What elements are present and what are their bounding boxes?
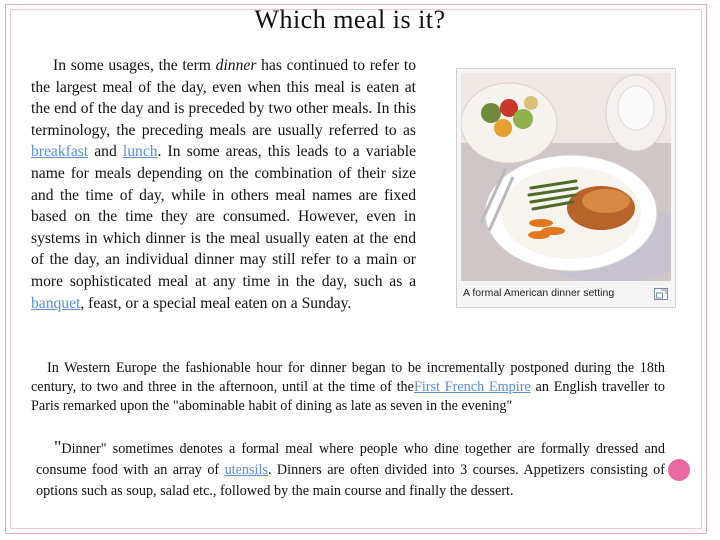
para3-quote-open: " [54,437,62,457]
link-lunch[interactable]: lunch [122,143,158,161]
para1-dinner-italic: dinner [215,57,257,74]
figure-box [456,68,676,308]
para1-text-2: has continued to refer to the largest meal of the day, even when this meal is eaten at the end of the day and is preceded by two other meals. In this terminology, the preceding meals are usually referred to as [31,57,417,139]
figure-caption: A formal American dinner setting [463,287,615,299]
para3-text-1: Dinner" sometimes denotes a formal meal where people who dine together are formally dressed and consume food with an array of [36,441,665,478]
paragraph-1 [31,55,416,314]
para1-text-3: and [88,143,123,161]
para3-text-2: . Dinners are often divided into 3 courses. Appetizers consisting of options such as soup, salad etc., followed by the main course and finally the dessert. [36,462,665,499]
link-banquet[interactable]: banquet [31,294,81,312]
paragraph-3 [36,437,665,502]
slide-title: Which meal is it? [254,5,446,34]
para1-text-4: . In some areas, this leads to a variable name for meals depending on the combination of their size and the time of day, while in others meal names are fixed based on the time they are consumed. However, even in systems in which dinner is the meal usually eaten at the end of the day, an individual dinner may still refer to a main or more sophisticated meal at any time in the day, such as a [31,143,416,290]
enlarge-icon[interactable] [654,288,668,300]
link-first-french-empire[interactable]: First French Empire [413,379,531,395]
link-breakfast[interactable]: breakfast [31,143,89,161]
para1-text-1: In some usages, the term [53,57,216,74]
para2-text-1: In Western Europe the fashionable hour for dinner began to be incrementally postponed during the 18th century, to two and three in the afternoon, until at the time of the [31,360,665,395]
para2-text-2: an English traveller to Paris remarked upon the "abominable habit of dining as late as seven in the evening" [31,379,665,414]
paragraph-2 [31,359,665,416]
dinner-setting-photo[interactable] [461,73,671,281]
link-utensils[interactable]: utensils [224,462,268,478]
para1-text-5: , feast, or a special meal eaten on a Sunday. [80,294,352,312]
decorative-dot [668,459,690,481]
